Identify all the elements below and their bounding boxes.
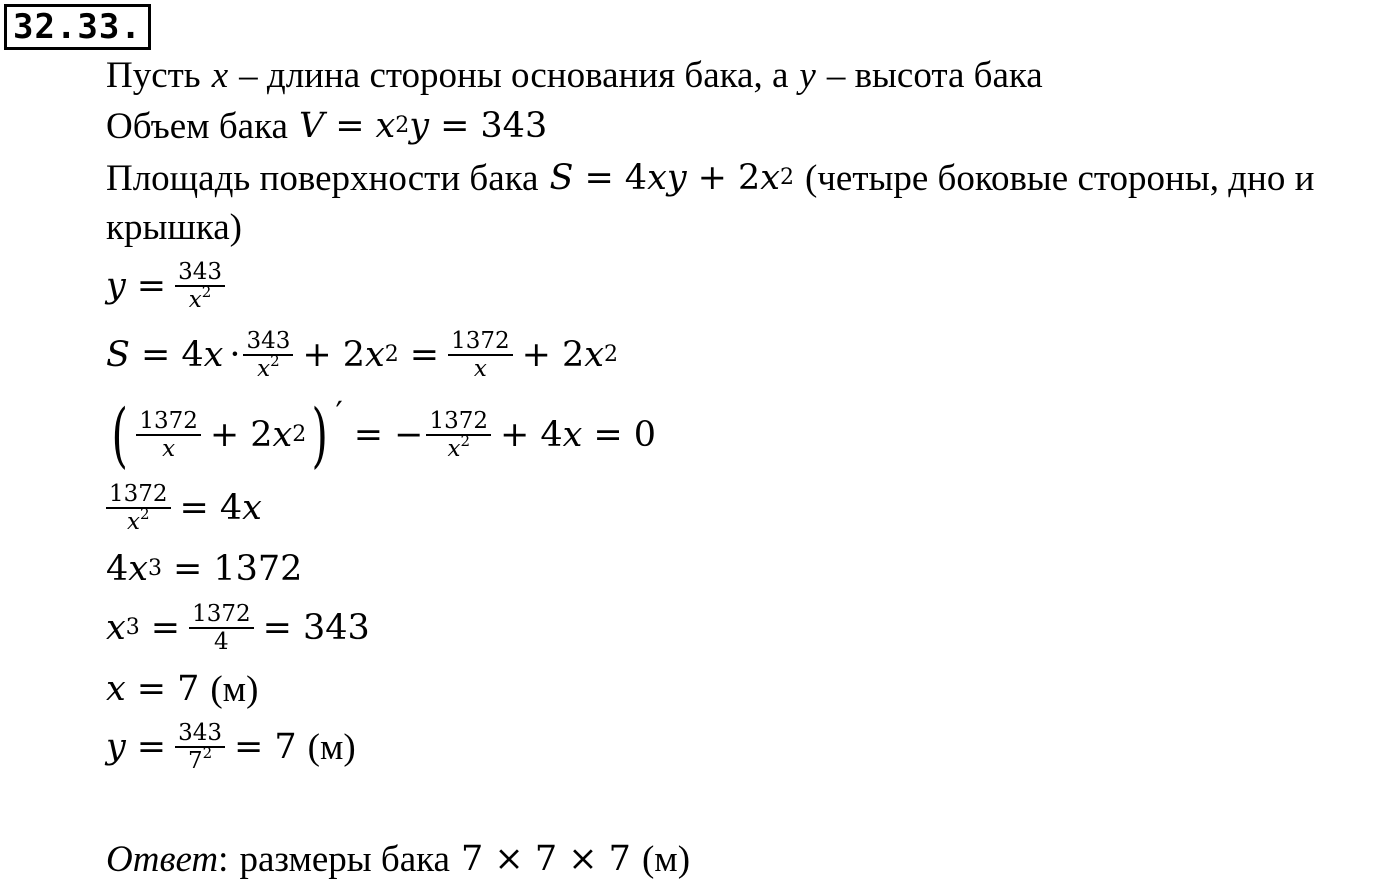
fraction	[189, 601, 254, 655]
text-line-volume: Объем бака V = x 2 y = 343	[106, 105, 548, 147]
plus: +	[697, 158, 727, 198]
var-x: x	[647, 158, 667, 198]
exponent: 2	[460, 432, 470, 450]
equation-derivative: ( $\frac{1372}{x}$ + 2 x 2 ) ′ = − $\frac{1372}{x^2}$ + 4 x = 0	[111, 394, 656, 476]
equation-x	[106, 666, 258, 712]
numerator: 343	[175, 259, 225, 287]
equation-x-cubed: x 3 = $\frac{1372}{4}$ = 343	[106, 601, 370, 655]
denominator-base: 7	[187, 748, 203, 774]
right-paren: )	[311, 394, 329, 476]
value: 0	[633, 415, 656, 455]
numerator: 343	[243, 328, 293, 356]
numerator: 1372	[189, 601, 254, 629]
equation-ratio	[106, 474, 262, 542]
plus: +	[302, 335, 332, 375]
denominator-var: x	[257, 356, 271, 382]
left-paren: (	[111, 394, 128, 476]
var-y: y	[106, 727, 126, 767]
equals: =	[150, 608, 181, 648]
equals: =	[179, 488, 209, 528]
denominator: x	[473, 356, 487, 382]
coefficient: 4	[624, 158, 648, 198]
var-y: y	[409, 106, 430, 146]
equals: =	[234, 727, 264, 767]
exponent: 2	[202, 744, 213, 762]
var-x: x	[106, 669, 126, 709]
fraction	[243, 328, 293, 382]
equals: =	[136, 727, 167, 767]
fraction	[136, 408, 201, 462]
var-y: y	[106, 266, 126, 306]
denominator-var: x	[188, 287, 202, 313]
fraction	[106, 481, 171, 535]
text-line-continuation	[106, 204, 242, 250]
text: – длина стороны основания бака, а	[239, 54, 789, 96]
var-S: S	[549, 158, 574, 198]
var-y: y	[666, 158, 687, 198]
answer-expression: 7 × 7 × 7	[460, 839, 631, 879]
exponent: 2	[139, 505, 150, 523]
colon: :	[218, 838, 229, 880]
denominator: x	[162, 436, 176, 462]
unit: (м)	[307, 726, 356, 768]
numerator: 343	[175, 720, 225, 748]
minus: −	[394, 415, 424, 455]
fraction	[175, 259, 225, 313]
text: Площадь поверхности бака	[106, 157, 539, 199]
var-y: y	[799, 54, 816, 96]
text: Пусть	[106, 54, 201, 96]
value: 343	[302, 608, 370, 648]
coefficient: 2	[737, 158, 761, 198]
fraction	[426, 408, 491, 462]
multiply-dot: ·	[229, 335, 241, 375]
text-line-surface: Площадь поверхности бака S = 4 x y + 2 x 2 (четыре боковые стороны, дно и	[106, 157, 1315, 199]
denominator-var: x	[127, 509, 140, 535]
problem-number: 32.33.	[4, 4, 151, 50]
numerator: 1372	[426, 408, 491, 436]
var-x: x	[242, 488, 262, 528]
var-x: x	[203, 335, 224, 375]
equals: =	[262, 608, 292, 648]
plus: +	[500, 415, 530, 455]
coefficient: 2	[342, 335, 365, 375]
var-x: x	[375, 106, 396, 146]
var-x: x	[272, 415, 293, 455]
value: 1372	[213, 549, 303, 589]
var-x: x	[562, 415, 583, 455]
var-x: x	[584, 335, 604, 375]
coefficient: 4	[106, 549, 129, 589]
denominator-var: x	[447, 436, 461, 462]
var-V: V	[298, 106, 325, 146]
unit: (м)	[641, 838, 691, 880]
text-line-variables	[106, 52, 1043, 98]
fraction	[448, 328, 513, 382]
text: Объем бака	[106, 105, 288, 147]
equation-y-value	[106, 712, 356, 782]
prime: ′	[335, 394, 343, 432]
coefficient: 4	[219, 488, 243, 528]
equals: =	[136, 669, 167, 709]
plus: +	[209, 415, 240, 455]
coefficient: 2	[250, 415, 273, 455]
equals: =	[140, 335, 171, 375]
numerator: 1372	[136, 408, 201, 436]
var-x: x	[760, 158, 780, 198]
text: (четыре боковые стороны, дно и	[804, 157, 1315, 199]
value: 7	[177, 669, 200, 709]
value: 343	[480, 106, 548, 146]
equation-cube: 4 x 3 = 1372	[106, 549, 303, 589]
var-x: x	[365, 335, 385, 375]
value: 7	[274, 727, 297, 767]
denominator: 4	[214, 629, 229, 655]
unit: (м)	[210, 668, 259, 710]
equation-y	[106, 251, 228, 321]
answer-text: размеры бака	[239, 838, 450, 880]
numerator: 1372	[106, 481, 171, 509]
var-S: S	[106, 335, 130, 375]
fraction	[175, 720, 225, 774]
equals: =	[593, 415, 623, 455]
equals: =	[173, 549, 203, 589]
equals: =	[353, 415, 384, 455]
text: – высота бака	[826, 54, 1043, 96]
answer-line	[106, 836, 690, 882]
equals: =	[440, 106, 470, 146]
coefficient: 4	[181, 335, 204, 375]
var-x: x	[106, 608, 126, 648]
equals: =	[584, 158, 614, 198]
text: крышка)	[106, 206, 242, 248]
plus: +	[521, 335, 551, 375]
numerator: 1372	[448, 328, 513, 356]
exponent: 2	[201, 283, 212, 301]
exponent: 2	[270, 352, 280, 370]
equals: =	[409, 335, 440, 375]
coefficient: 4	[540, 415, 563, 455]
equals: =	[335, 106, 365, 146]
equals: =	[136, 266, 167, 306]
answer-label: Ответ	[106, 838, 219, 880]
coefficient: 2	[561, 335, 585, 375]
var-x: x	[211, 54, 229, 96]
equation-S: S = 4 x · $\frac{343}{x^2}$ + 2 x 2 = $\frac{1372}{x}$ + 2 x 2	[106, 328, 618, 382]
var-x: x	[128, 549, 149, 589]
